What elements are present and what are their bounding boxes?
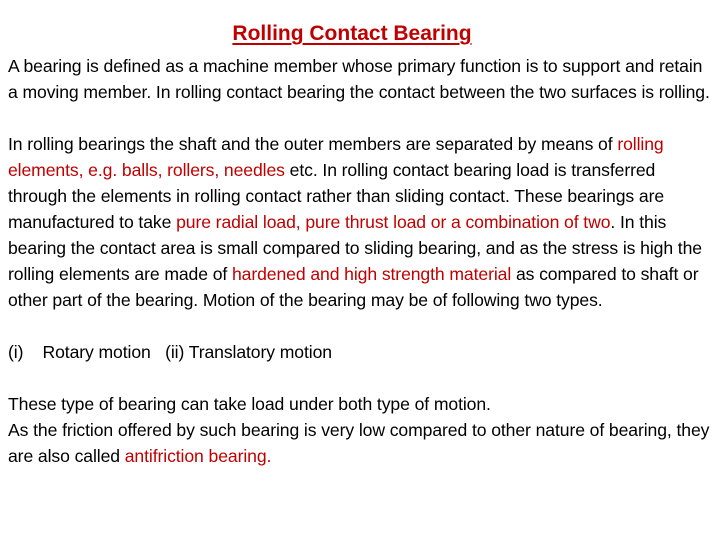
text-segment: . In this bearing the contact area is small compared to sliding bearing, and as the stress is high the rolling elements are made of xyxy=(8,212,702,284)
paragraph-definition: A bearing is defined as a machine member whose primary function is to support and retain a moving member. In rolling contact bearing the contact between the two surfaces is rolling. xyxy=(8,56,710,102)
title-text: Rolling Contact Bearing xyxy=(232,22,472,45)
paragraph-antifriction xyxy=(8,417,714,469)
paragraph-gap xyxy=(8,313,714,339)
text-segment: In rolling bearings the shaft and the outer members are separated by means of xyxy=(8,134,618,154)
highlight-load-types: pure radial load, pure thrust load or a combination of two xyxy=(176,212,611,232)
motion-label-rotary: Rotary motion xyxy=(42,342,151,362)
text-segment: etc. In rolling contact bearing load is transferred through the elements in rolling contact rather than sliding contact. These bearings are manufactured to take xyxy=(8,160,665,232)
slide-title xyxy=(0,20,704,48)
motion-types-list xyxy=(8,339,714,365)
text-segment: as compared to shaft or other part of the bearing. Motion of the bearing may be of following two types. xyxy=(8,264,699,310)
highlight-material: hardened and high strength material xyxy=(231,264,512,284)
paragraph-gap xyxy=(8,365,714,391)
paragraph-load-under-motion: These type of bearing can take load under both type of motion. xyxy=(8,394,491,414)
paragraph-gap xyxy=(8,105,714,131)
highlight-antifriction: antifriction bearing. xyxy=(124,446,272,466)
paragraph-rolling-bearings xyxy=(8,131,714,313)
text-segment: As the friction offered by such bearing is very low compared to other nature of bearing, they are also called xyxy=(8,420,710,466)
highlight-rolling-elements: rolling elements, e.g. balls, rollers, needles xyxy=(8,134,664,180)
slide-body xyxy=(8,53,714,469)
motion-number-1: (i) xyxy=(8,342,24,362)
motion-label-translatory: Translatory motion xyxy=(188,342,332,362)
motion-number-2: (ii) xyxy=(165,342,185,362)
